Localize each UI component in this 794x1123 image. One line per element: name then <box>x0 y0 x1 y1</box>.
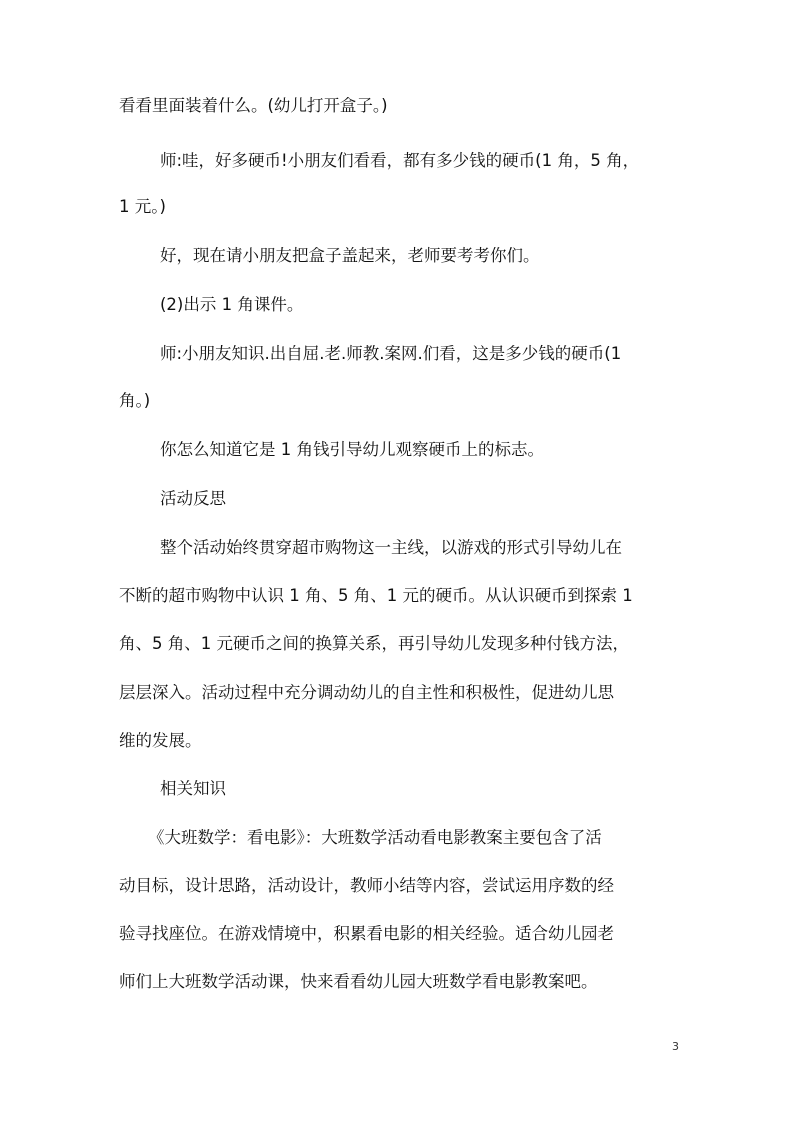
text-line: (2)出示 1 角课件。 <box>160 295 304 314</box>
section-heading: 活动反思 <box>160 489 226 508</box>
text-line: 维的发展。 <box>119 731 202 750</box>
text-line: 动目标，设计思路，活动设计，教师小结等内容，尝试运用序数的经 <box>119 876 614 895</box>
text-line: 师们上大班数学活动课，快来看看幼儿园大班数学看电影教案吧。 <box>119 972 598 991</box>
text-line: 师:哇，好多硬币!小朋友们看看，都有多少钱的硬币(1 角，5 角， <box>160 151 640 170</box>
text-line: 好，现在请小朋友把盒子盖起来，老师要考考你们。 <box>160 246 540 265</box>
text-line: 层层深入。活动过程中充分调动幼儿的自主性和积极性，促进幼儿思 <box>119 683 614 702</box>
section-heading: 相关知识 <box>160 779 226 798</box>
text-line: 角、5 角、1 元硬币之间的换算关系，再引导幼儿发现多种付钱方法， <box>119 634 629 653</box>
text-line: 师:小朋友知识.出自屈.老.师教.案网.们看，这是多少钱的硬币(1 <box>160 344 622 363</box>
text-line: 整个活动始终贯穿超市购物这一主线，以游戏的形式引导幼儿在 <box>160 538 622 557</box>
text-line: 验寻找座位。在游戏情境中，积累看电影的相关经验。适合幼儿园老 <box>119 924 614 943</box>
text-line: 不断的超市购物中认识 1 角、5 角、1 元的硬币。从认识硬币到探索 1 <box>119 586 633 605</box>
text-line: 《大班数学：看电影》：大班数学活动看电影教案主要包含了活 <box>148 828 602 847</box>
text-line: 角。) <box>119 391 151 410</box>
text-line: 你怎么知道它是 1 角钱引导幼儿观察硬币上的标志。 <box>160 440 544 459</box>
text-line: 看看里面装着什么。(幼儿打开盒子。) <box>119 96 388 115</box>
page-number: 3 <box>672 1040 679 1053</box>
text-line: 1 元。) <box>119 197 166 216</box>
